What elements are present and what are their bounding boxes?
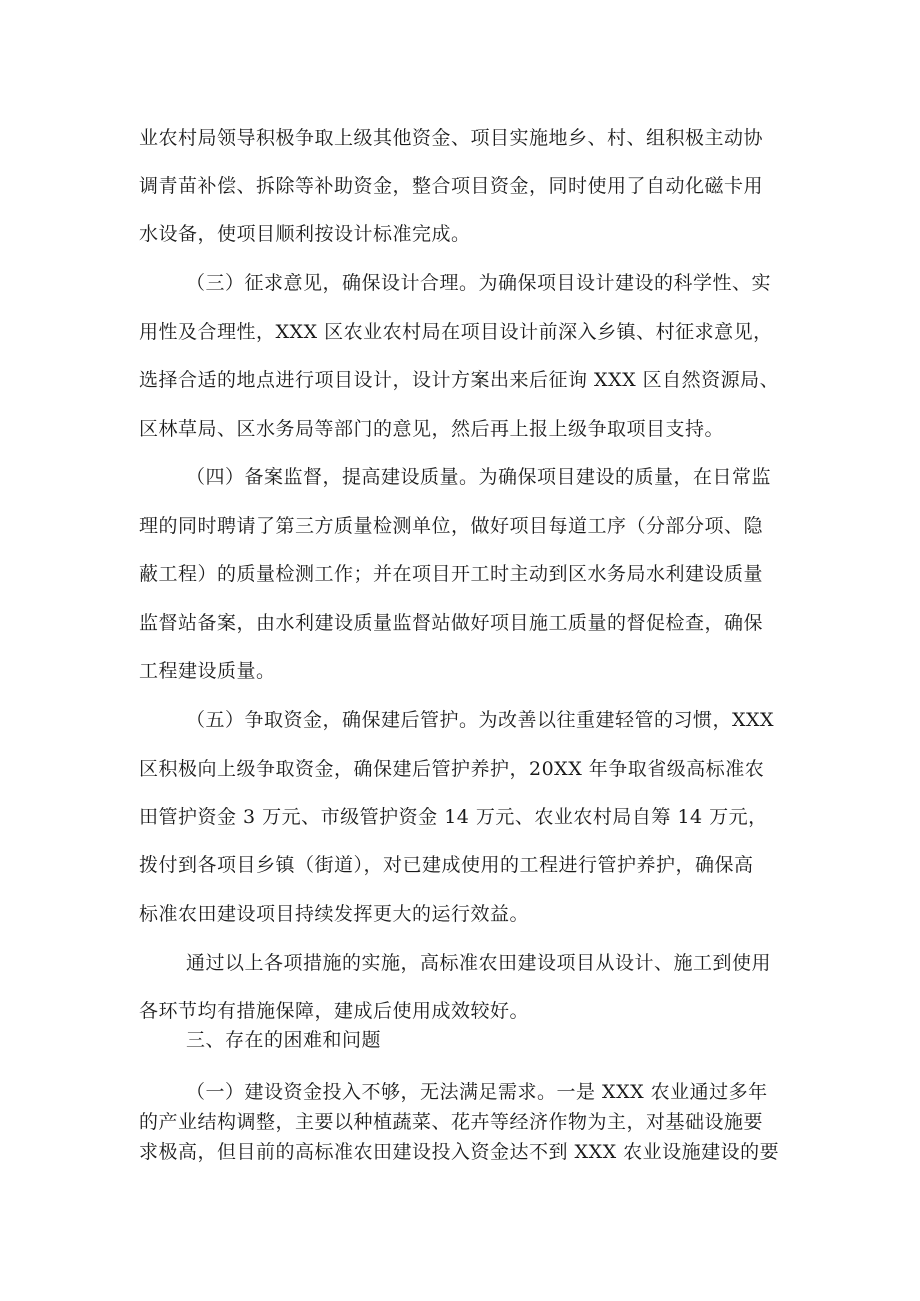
body-line-11: 监督站备案，由水利建设质量监督站做好项目施工质量的督促检查，确保 bbox=[139, 612, 764, 634]
body-line-14: 区积极向上级争取资金，确保建后管护养护，20XX 年争取省级高标准农 bbox=[139, 758, 765, 780]
body-line-1: 业农村局领导积极争取上级其他资金、项目实施地乡、村、组积极主动协 bbox=[139, 127, 764, 149]
body-line-16: 拨付到各项目乡镇（街道），对已建成使用的工程进行管护养护，确保高 bbox=[139, 854, 754, 876]
body-line-9: 理的同时聘请了第三方质量检测单位，做好项目每道工序（分部分项、隐 bbox=[139, 515, 764, 537]
body-line-23: 求极高，但目前的高标准农田建设投入资金达不到 XXX 农业设施建设的要 bbox=[139, 1141, 780, 1163]
chapter-three-heading: 三、存在的困难和问题 bbox=[186, 1029, 382, 1051]
summary-line-2: 各环节均有措施保障，建成后使用成效较好。 bbox=[139, 1000, 530, 1022]
section-three-heading-line: （三）征求意见，确保设计合理。为确保项目设计建设的科学性、实 bbox=[186, 272, 772, 294]
body-line-17: 标准农田建设项目持续发挥更大的运行效益。 bbox=[139, 903, 530, 925]
problem-one-heading-line: （一）建设资金投入不够，无法满足需求。一是 XXX 农业通过多年 bbox=[186, 1081, 768, 1103]
body-line-6: 选择合适的地点进行项目设计，设计方案出来后征询 XXX 区自然资源局、 bbox=[139, 369, 780, 391]
body-line-10: 蔽工程）的质量检测工作；并在项目开工时主动到区水务局水利建设质量 bbox=[139, 563, 764, 585]
body-line-5: 用性及合理性，XXX 区农业农村局在项目设计前深入乡镇、村征求意见， bbox=[139, 321, 773, 343]
summary-line-1: 通过以上各项措施的实施，高标准农田建设项目从设计、施工到使用 bbox=[186, 952, 772, 974]
section-four-heading-line: （四）备案监督，提高建设质量。为确保项目建设的质量，在日常监 bbox=[186, 466, 772, 488]
body-line-12: 工程建设质量。 bbox=[139, 660, 276, 682]
body-line-2: 调青苗补偿、拆除等补助资金，整合项目资金，同时使用了自动化磁卡用 bbox=[139, 175, 764, 197]
body-line-7: 区林草局、区水务局等部门的意见，然后再上报上级争取项目支持。 bbox=[139, 418, 725, 440]
body-line-15: 田管护资金 3 万元、市级管护资金 14 万元、农业农村局自筹 14 万元， bbox=[139, 806, 768, 828]
body-line-22: 的产业结构调整，主要以种植蔬菜、花卉等经济作物为主，对基础设施要 bbox=[139, 1111, 764, 1133]
body-line-3: 水设备，使项目顺利按设计标准完成。 bbox=[139, 223, 471, 245]
section-five-heading-line: （五）争取资金，确保建后管护。为改善以往重建轻管的习惯，XXX bbox=[186, 709, 775, 731]
